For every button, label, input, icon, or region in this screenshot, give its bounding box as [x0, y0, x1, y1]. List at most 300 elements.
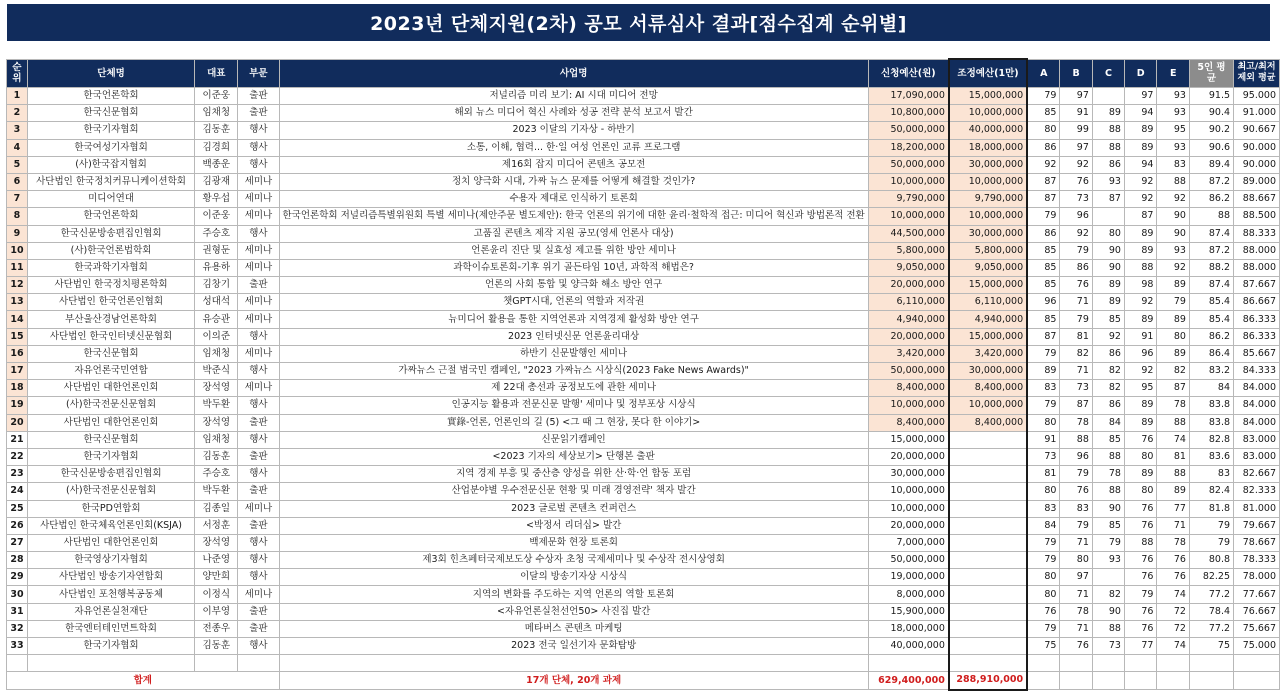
cell-category: 행사 [238, 534, 279, 551]
cell-adjusted-budget: 5,800,000 [949, 242, 1027, 259]
cell-requested-budget: 18,200,000 [868, 139, 949, 156]
cell-score-d: 89 [1124, 242, 1156, 259]
cell-trimmed-average: 84.000 [1234, 414, 1280, 431]
cell-representative: 이정식 [195, 586, 238, 603]
cell-organization: (사)한국전문신문협회 [27, 483, 194, 500]
cell-organization: 한국과학기자협회 [27, 259, 194, 276]
cell-rank: 4 [7, 139, 28, 156]
cell-requested-budget: 50,000,000 [868, 552, 949, 569]
cell-representative: 양만희 [195, 569, 238, 586]
cell-score-e: 89 [1157, 345, 1189, 362]
cell-score-a: 87 [1027, 173, 1060, 190]
cell-representative: 전종우 [195, 620, 238, 637]
cell-score-b: 96 [1060, 208, 1092, 225]
spacer-row [7, 655, 1280, 672]
cell-average-5: 83.2 [1189, 363, 1233, 380]
cell-average-5: 75 [1189, 638, 1233, 655]
cell-score-d: 88 [1124, 259, 1156, 276]
cell-score-b: 79 [1060, 517, 1092, 534]
total-summary: 17개 단체, 20개 과제 [279, 672, 868, 690]
cell-adjusted-budget: 18,000,000 [949, 139, 1027, 156]
cell-adjusted-budget [949, 534, 1027, 551]
table-row [7, 88, 1280, 105]
cell-category: 행사 [238, 552, 279, 569]
cell-category: 출판 [238, 414, 279, 431]
cell-average-5: 82.25 [1189, 569, 1233, 586]
cell-adjusted-budget: 8,400,000 [949, 380, 1027, 397]
table-row [7, 345, 1280, 362]
cell-score-e: 74 [1157, 586, 1189, 603]
cell-organization: (사)한국언론법학회 [27, 242, 194, 259]
col-header: 신청예산(원) [868, 59, 949, 88]
cell-score-d: 76 [1124, 620, 1156, 637]
cell-average-5: 91.5 [1189, 88, 1233, 105]
cell-adjusted-budget [949, 620, 1027, 637]
cell-trimmed-average: 86.667 [1234, 294, 1280, 311]
cell-rank: 14 [7, 311, 28, 328]
cell-score-c [1092, 88, 1124, 105]
col-header: B [1060, 59, 1092, 88]
cell-trimmed-average: 78.667 [1234, 534, 1280, 551]
cell-trimmed-average: 76.667 [1234, 603, 1280, 620]
table-row [7, 397, 1280, 414]
cell-trimmed-average: 84.000 [1234, 380, 1280, 397]
cell-project: 지역의 변화를 주도하는 지역 언론의 역할 토론회 [279, 586, 868, 603]
cell-trimmed-average: 90.000 [1234, 156, 1280, 173]
table-row [7, 603, 1280, 620]
cell-score-c: 80 [1092, 225, 1124, 242]
cell-representative: 임채청 [195, 431, 238, 448]
table-row [7, 277, 1280, 294]
cell-score-a: 79 [1027, 534, 1060, 551]
cell-score-d: 89 [1124, 466, 1156, 483]
col-header: 부문 [238, 59, 279, 88]
cell-rank: 28 [7, 552, 28, 569]
cell-requested-budget: 6,110,000 [868, 294, 949, 311]
cell-score-b: 76 [1060, 483, 1092, 500]
cell-project: 2023 인터넷신문 언론윤리대상 [279, 328, 868, 345]
cell-score-d: 92 [1124, 173, 1156, 190]
cell-score-e: 88 [1157, 173, 1189, 190]
cell-adjusted-budget: 9,790,000 [949, 191, 1027, 208]
cell-average-5: 87.2 [1189, 242, 1233, 259]
cell-score-b: 78 [1060, 603, 1092, 620]
cell-score-c: 85 [1092, 517, 1124, 534]
cell-score-d: 98 [1124, 277, 1156, 294]
cell-project: <자유언론실천선언50> 사진집 발간 [279, 603, 868, 620]
cell-score-d: 97 [1124, 88, 1156, 105]
cell-adjusted-budget: 15,000,000 [949, 88, 1027, 105]
cell-score-e: 93 [1157, 139, 1189, 156]
cell-adjusted-budget [949, 586, 1027, 603]
cell-requested-budget: 50,000,000 [868, 122, 949, 139]
cell-requested-budget: 17,090,000 [868, 88, 949, 105]
cell-score-c: 85 [1092, 431, 1124, 448]
cell-score-a: 81 [1027, 466, 1060, 483]
cell-score-a: 89 [1027, 363, 1060, 380]
cell-representative: 임채청 [195, 345, 238, 362]
cell-score-c: 93 [1092, 552, 1124, 569]
cell-organization: 한국기자협회 [27, 638, 194, 655]
cell-score-d: 92 [1124, 191, 1156, 208]
cell-category: 세미나 [238, 380, 279, 397]
cell-score-d: 96 [1124, 345, 1156, 362]
cell-rank: 17 [7, 363, 28, 380]
cell-organization: 사단법인 한국정치커뮤니케이션학회 [27, 173, 194, 190]
cell-requested-budget: 20,000,000 [868, 277, 949, 294]
cell-representative: 임채청 [195, 105, 238, 122]
cell-score-c: 89 [1092, 105, 1124, 122]
cell-category: 행사 [238, 156, 279, 173]
cell-representative: 성대석 [195, 294, 238, 311]
cell-score-b: 73 [1060, 191, 1092, 208]
cell-project: 정치 양극화 시대, 가짜 뉴스 문제를 어떻게 해결할 것인가? [279, 173, 868, 190]
cell-score-a: 91 [1027, 431, 1060, 448]
cell-average-5: 80.8 [1189, 552, 1233, 569]
cell-project: 언론윤리 진단 및 실효성 제고를 위한 방안 세미나 [279, 242, 868, 259]
cell-score-c: 88 [1092, 122, 1124, 139]
cell-organization: 한국기자협회 [27, 122, 194, 139]
cell-score-b: 71 [1060, 294, 1092, 311]
cell-score-e: 88 [1157, 466, 1189, 483]
col-header: 대표 [195, 59, 238, 88]
cell-score-c: 82 [1092, 363, 1124, 380]
cell-representative: 김창기 [195, 277, 238, 294]
cell-category: 세미나 [238, 191, 279, 208]
cell-category: 세미나 [238, 586, 279, 603]
cell-project: 實錄-언론, 언론인의 길 (5) <그 때 그 현장, 못다 한 이야기> [279, 414, 868, 431]
cell-score-e: 74 [1157, 431, 1189, 448]
cell-organization: 자유언론국민연합 [27, 363, 194, 380]
cell-average-5: 82.4 [1189, 483, 1233, 500]
cell-organization: 한국신문협회 [27, 345, 194, 362]
cell-organization: 사단법인 방송기자연합회 [27, 569, 194, 586]
cell-score-d: 91 [1124, 328, 1156, 345]
cell-score-a: 80 [1027, 569, 1060, 586]
cell-average-5: 83.8 [1189, 414, 1233, 431]
table-row [7, 294, 1280, 311]
cell-trimmed-average: 95.000 [1234, 88, 1280, 105]
cell-rank: 23 [7, 466, 28, 483]
table-row [7, 517, 1280, 534]
cell-average-5: 77.2 [1189, 586, 1233, 603]
cell-trimmed-average: 86.333 [1234, 311, 1280, 328]
cell-category: 출판 [238, 277, 279, 294]
cell-score-c: 85 [1092, 311, 1124, 328]
cell-representative: 유승관 [195, 311, 238, 328]
cell-score-e: 79 [1157, 294, 1189, 311]
cell-score-a: 73 [1027, 448, 1060, 465]
cell-category: 세미나 [238, 311, 279, 328]
cell-category: 출판 [238, 448, 279, 465]
cell-adjusted-budget [949, 431, 1027, 448]
col-header: C [1092, 59, 1124, 88]
cell-score-c: 90 [1092, 242, 1124, 259]
cell-requested-budget: 10,000,000 [868, 500, 949, 517]
cell-score-c: 79 [1092, 534, 1124, 551]
table-row [7, 225, 1280, 242]
cell-average-5: 86.4 [1189, 345, 1233, 362]
table-row [7, 483, 1280, 500]
cell-adjusted-budget: 10,000,000 [949, 397, 1027, 414]
cell-average-5: 90.6 [1189, 139, 1233, 156]
cell-score-a: 83 [1027, 500, 1060, 517]
cell-average-5: 77.2 [1189, 620, 1233, 637]
cell-representative: 백종운 [195, 156, 238, 173]
cell-score-d: 89 [1124, 414, 1156, 431]
cell-project: 메타버스 콘텐츠 마케팅 [279, 620, 868, 637]
cell-rank: 22 [7, 448, 28, 465]
cell-organization: 한국언론학회 [27, 88, 194, 105]
cell-project: 해외 뉴스 미디어 혁신 사례와 성공 전략 분석 보고서 발간 [279, 105, 868, 122]
cell-score-c: 88 [1092, 448, 1124, 465]
cell-score-d: 79 [1124, 586, 1156, 603]
cell-adjusted-budget [949, 448, 1027, 465]
cell-score-a: 86 [1027, 139, 1060, 156]
cell-trimmed-average: 83.000 [1234, 431, 1280, 448]
cell-representative: 김광재 [195, 173, 238, 190]
cell-trimmed-average: 84.333 [1234, 363, 1280, 380]
cell-category: 세미나 [238, 208, 279, 225]
cell-score-e: 72 [1157, 620, 1189, 637]
cell-category: 행사 [238, 122, 279, 139]
cell-organization: 한국신문협회 [27, 105, 194, 122]
cell-score-d: 89 [1124, 225, 1156, 242]
cell-score-a: 96 [1027, 294, 1060, 311]
cell-score-a: 79 [1027, 88, 1060, 105]
results-table [6, 58, 1280, 691]
cell-rank: 6 [7, 173, 28, 190]
cell-representative: 주승호 [195, 466, 238, 483]
cell-score-c: 89 [1092, 294, 1124, 311]
cell-adjusted-budget: 10,000,000 [949, 173, 1027, 190]
cell-score-a: 83 [1027, 380, 1060, 397]
cell-score-e: 71 [1157, 517, 1189, 534]
col-header: 사업명 [279, 59, 868, 88]
cell-score-b: 92 [1060, 225, 1092, 242]
cell-score-c: 90 [1092, 603, 1124, 620]
cell-trimmed-average: 85.667 [1234, 345, 1280, 362]
cell-category: 세미나 [238, 500, 279, 517]
cell-project: 제 22대 총선과 공정보도에 관한 세미나 [279, 380, 868, 397]
cell-score-d: 76 [1124, 517, 1156, 534]
cell-rank: 31 [7, 603, 28, 620]
cell-project: 과학이슈토론회-기후 위기 골든타임 10년, 과학적 해법은? [279, 259, 868, 276]
cell-rank: 29 [7, 569, 28, 586]
cell-organization: 사단법인 한국인터넷신문협회 [27, 328, 194, 345]
cell-requested-budget: 20,000,000 [868, 328, 949, 345]
cell-representative: 이부영 [195, 603, 238, 620]
cell-representative: 이준웅 [195, 208, 238, 225]
cell-score-e: 74 [1157, 638, 1189, 655]
cell-representative: 박두환 [195, 397, 238, 414]
cell-organization: 미디어연대 [27, 191, 194, 208]
cell-requested-budget: 7,000,000 [868, 534, 949, 551]
cell-score-c: 86 [1092, 345, 1124, 362]
cell-category: 출판 [238, 517, 279, 534]
cell-score-e: 78 [1157, 534, 1189, 551]
cell-average-5: 82.8 [1189, 431, 1233, 448]
cell-score-c [1092, 208, 1124, 225]
cell-score-e: 83 [1157, 156, 1189, 173]
cell-score-b: 83 [1060, 500, 1092, 517]
cell-score-d: 94 [1124, 156, 1156, 173]
cell-score-d: 76 [1124, 552, 1156, 569]
cell-representative: 주승호 [195, 225, 238, 242]
cell-score-c: 86 [1092, 397, 1124, 414]
cell-requested-budget: 4,940,000 [868, 311, 949, 328]
cell-average-5: 86.2 [1189, 328, 1233, 345]
cell-rank: 30 [7, 586, 28, 603]
cell-organization: (사)한국잡지협회 [27, 156, 194, 173]
cell-score-b: 82 [1060, 345, 1092, 362]
cell-score-b: 71 [1060, 620, 1092, 637]
cell-requested-budget: 9,790,000 [868, 191, 949, 208]
table-row [7, 363, 1280, 380]
cell-rank: 2 [7, 105, 28, 122]
cell-category: 행사 [238, 225, 279, 242]
cell-score-c: 88 [1092, 620, 1124, 637]
cell-score-b: 86 [1060, 259, 1092, 276]
cell-score-b: 99 [1060, 122, 1092, 139]
cell-requested-budget: 15,000,000 [868, 431, 949, 448]
cell-average-5: 83.8 [1189, 397, 1233, 414]
cell-requested-budget: 8,400,000 [868, 380, 949, 397]
cell-adjusted-budget: 15,000,000 [949, 328, 1027, 345]
cell-representative: 권형둔 [195, 242, 238, 259]
cell-representative: 이의준 [195, 328, 238, 345]
table-row [7, 380, 1280, 397]
cell-requested-budget: 10,000,000 [868, 173, 949, 190]
cell-trimmed-average: 88.000 [1234, 242, 1280, 259]
cell-project: 2023 글로벌 콘텐츠 컨퍼런스 [279, 500, 868, 517]
cell-score-e: 88 [1157, 414, 1189, 431]
table-row [7, 569, 1280, 586]
cell-project: 신문읽기캠페인 [279, 431, 868, 448]
cell-score-a: 79 [1027, 552, 1060, 569]
cell-rank: 9 [7, 225, 28, 242]
cell-rank: 33 [7, 638, 28, 655]
cell-score-c: 90 [1092, 259, 1124, 276]
cell-project: 백제문화 현장 토론회 [279, 534, 868, 551]
cell-project: 한국언론학회 저널리즘특별위원회 특별 세미나(제안주문 별도제안): 한국 언론의 위기에 대한 윤리·철학적 접근: 미디어 혁신과 방법론적 전환 [279, 208, 868, 225]
cell-organization: 한국기자협회 [27, 448, 194, 465]
cell-organization: 사단법인 한국정치평론학회 [27, 277, 194, 294]
cell-score-a: 80 [1027, 122, 1060, 139]
cell-score-c [1092, 569, 1124, 586]
cell-organization: 사단법인 대한언론인회 [27, 414, 194, 431]
cell-representative: 김동훈 [195, 638, 238, 655]
cell-score-a: 86 [1027, 225, 1060, 242]
cell-score-b: 97 [1060, 139, 1092, 156]
cell-representative: 황우섭 [195, 191, 238, 208]
cell-rank: 19 [7, 397, 28, 414]
cell-score-a: 87 [1027, 328, 1060, 345]
cell-trimmed-average: 84.000 [1234, 397, 1280, 414]
table-row [7, 431, 1280, 448]
cell-score-b: 91 [1060, 105, 1092, 122]
cell-score-d: 87 [1124, 208, 1156, 225]
cell-adjusted-budget: 9,050,000 [949, 259, 1027, 276]
cell-requested-budget: 50,000,000 [868, 156, 949, 173]
col-header: 최고/최저 제외 평균 [1234, 59, 1280, 88]
cell-organization: 자유언론실천재단 [27, 603, 194, 620]
cell-category: 행사 [238, 569, 279, 586]
cell-rank: 3 [7, 122, 28, 139]
cell-trimmed-average: 86.333 [1234, 328, 1280, 345]
cell-trimmed-average: 78.000 [1234, 569, 1280, 586]
cell-average-5: 84 [1189, 380, 1233, 397]
cell-project: <2023 기자의 세상보기> 단행본 출판 [279, 448, 868, 465]
cell-average-5: 86.2 [1189, 191, 1233, 208]
cell-requested-budget: 40,000,000 [868, 638, 949, 655]
cell-rank: 32 [7, 620, 28, 637]
cell-rank: 25 [7, 500, 28, 517]
cell-adjusted-budget: 10,000,000 [949, 105, 1027, 122]
page-title: 2023년 단체지원(2차) 공모 서류심사 결과[점수집계 순위별] [7, 4, 1270, 41]
col-header: 순위 [7, 59, 28, 88]
cell-average-5: 90.4 [1189, 105, 1233, 122]
cell-score-a: 84 [1027, 517, 1060, 534]
cell-score-d: 89 [1124, 122, 1156, 139]
cell-requested-budget: 5,800,000 [868, 242, 949, 259]
cell-score-a: 80 [1027, 414, 1060, 431]
cell-project: 소통, 이해, 협력... 한·일 여성 언론인 교류 프로그램 [279, 139, 868, 156]
cell-trimmed-average: 88.333 [1234, 225, 1280, 242]
cell-score-c: 84 [1092, 414, 1124, 431]
cell-adjusted-budget: 30,000,000 [949, 225, 1027, 242]
cell-trimmed-average: 91.000 [1234, 105, 1280, 122]
cell-adjusted-budget [949, 552, 1027, 569]
cell-score-b: 88 [1060, 431, 1092, 448]
cell-average-5: 83 [1189, 466, 1233, 483]
cell-rank: 13 [7, 294, 28, 311]
cell-adjusted-budget [949, 638, 1027, 655]
cell-score-e: 81 [1157, 448, 1189, 465]
cell-score-c: 78 [1092, 466, 1124, 483]
cell-organization: (사)한국전문신문협회 [27, 397, 194, 414]
cell-project: 뉴미디어 활용을 통한 지역언론과 지역경제 활성화 방안 연구 [279, 311, 868, 328]
cell-score-b: 96 [1060, 448, 1092, 465]
cell-project: 고품질 콘텐츠 제작 지원 공모(영세 언론사 대상) [279, 225, 868, 242]
cell-score-e: 82 [1157, 363, 1189, 380]
cell-score-c: 88 [1092, 483, 1124, 500]
table-row [7, 139, 1280, 156]
cell-score-c: 86 [1092, 156, 1124, 173]
cell-representative: 장석영 [195, 534, 238, 551]
cell-trimmed-average: 90.000 [1234, 139, 1280, 156]
cell-organization: 사단법인 대한언론인회 [27, 534, 194, 551]
cell-project: 수용자 제대로 인식하기 토론회 [279, 191, 868, 208]
cell-score-b: 76 [1060, 277, 1092, 294]
cell-score-b: 81 [1060, 328, 1092, 345]
cell-score-a: 76 [1027, 603, 1060, 620]
cell-project: 챗GPT시대, 언론의 역할과 저작권 [279, 294, 868, 311]
cell-score-b: 79 [1060, 466, 1092, 483]
cell-category: 출판 [238, 483, 279, 500]
cell-category: 세미나 [238, 294, 279, 311]
cell-project: 이달의 방송기자상 시상식 [279, 569, 868, 586]
cell-category: 행사 [238, 431, 279, 448]
cell-score-d: 76 [1124, 569, 1156, 586]
cell-average-5: 89.4 [1189, 156, 1233, 173]
cell-trimmed-average: 89.000 [1234, 173, 1280, 190]
cell-trimmed-average: 79.667 [1234, 517, 1280, 534]
cell-organization: 한국언론학회 [27, 208, 194, 225]
cell-score-a: 80 [1027, 483, 1060, 500]
cell-rank: 7 [7, 191, 28, 208]
cell-requested-budget: 10,000,000 [868, 397, 949, 414]
